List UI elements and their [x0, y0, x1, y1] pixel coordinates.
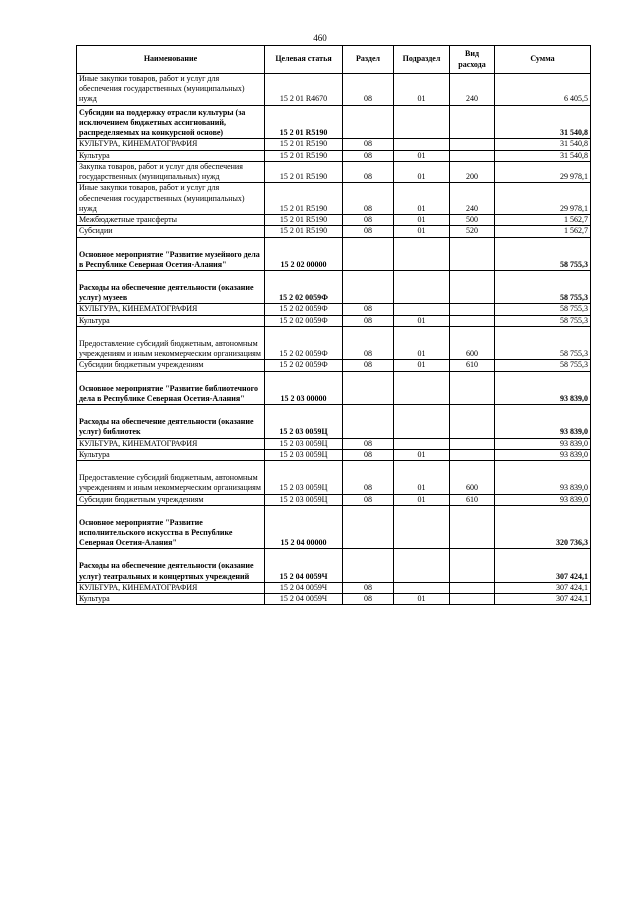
table-row	[77, 74, 591, 106]
cell-sum: 6 405,5	[495, 74, 591, 106]
table-row	[77, 183, 591, 215]
cell-section: 08	[343, 226, 394, 237]
cell-expense-type	[450, 139, 495, 150]
cell-expense-type	[450, 237, 495, 270]
cell-target-article: 15 2 02 00000	[265, 237, 343, 270]
cell-sum: 320 736,3	[495, 505, 591, 549]
cell-name: КУЛЬТУРА, КИНЕМАТОГРАФИЯ	[77, 139, 265, 150]
cell-sum: 58 755,3	[495, 270, 591, 303]
cell-subsection: 01	[394, 315, 450, 326]
cell-section: 08	[343, 449, 394, 460]
table-row	[77, 226, 591, 237]
cell-expense-type	[450, 405, 495, 438]
cell-target-article: 15 2 01 R5190	[265, 215, 343, 226]
cell-section	[343, 505, 394, 549]
cell-subsection: 01	[394, 161, 450, 182]
cell-subsection	[394, 139, 450, 150]
table-row	[77, 582, 591, 593]
cell-target-article: 15 2 01 R4670	[265, 74, 343, 106]
cell-subsection: 01	[394, 150, 450, 161]
table-row	[77, 105, 591, 139]
cell-name: КУЛЬТУРА, КИНЕМАТОГРАФИЯ	[77, 438, 265, 449]
cell-sum: 29 978,1	[495, 183, 591, 215]
cell-subsection: 01	[394, 494, 450, 505]
cell-sum: 1 562,7	[495, 226, 591, 237]
cell-name: Межбюджетные трансферты	[77, 215, 265, 226]
cell-section	[343, 549, 394, 582]
cell-sum: 31 540,8	[495, 139, 591, 150]
table-row	[77, 215, 591, 226]
cell-section	[343, 270, 394, 303]
table-row	[77, 494, 591, 505]
cell-section: 08	[343, 150, 394, 161]
cell-expense-type	[450, 270, 495, 303]
cell-target-article: 15 2 02 0059Ф	[265, 304, 343, 315]
cell-target-article: 15 2 03 0059Ц	[265, 438, 343, 449]
cell-target-article: 15 2 03 0059Ц	[265, 449, 343, 460]
cell-expense-type	[450, 549, 495, 582]
table-row	[77, 304, 591, 315]
table-row	[77, 594, 591, 605]
cell-subsection: 01	[394, 74, 450, 106]
cell-target-article: 15 2 02 0059Ф	[265, 326, 343, 359]
cell-subsection	[394, 105, 450, 139]
cell-section: 08	[343, 461, 394, 494]
cell-name: Расходы на обеспечение деятельности (оказание услуг) библиотек	[77, 405, 265, 438]
cell-target-article: 15 2 04 0059Ч	[265, 594, 343, 605]
table-row	[77, 371, 591, 404]
cell-expense-type: 520	[450, 226, 495, 237]
cell-expense-type	[450, 438, 495, 449]
cell-target-article: 15 2 02 0059Ф	[265, 360, 343, 371]
cell-sum: 58 755,3	[495, 304, 591, 315]
cell-name: Предоставление субсидий бюджетным, автономным учреждениям и иным некоммерческим организациям	[77, 326, 265, 359]
cell-section: 08	[343, 360, 394, 371]
budget-table	[76, 45, 591, 605]
table-row	[77, 139, 591, 150]
cell-name: Культура	[77, 594, 265, 605]
table-header-row	[77, 46, 591, 74]
cell-subsection	[394, 405, 450, 438]
cell-sum: 307 424,1	[495, 594, 591, 605]
cell-name: Иные закупки товаров, работ и услуг для обеспечения государственных (муниципальных) нужд	[77, 183, 265, 215]
cell-sum: 31 540,8	[495, 150, 591, 161]
cell-sum: 31 540,8	[495, 105, 591, 139]
cell-expense-type	[450, 315, 495, 326]
cell-expense-type	[450, 371, 495, 404]
cell-section: 08	[343, 582, 394, 593]
table-row	[77, 270, 591, 303]
cell-target-article: 15 2 03 00000	[265, 371, 343, 404]
table-row	[77, 360, 591, 371]
cell-target-article: 15 2 03 0059Ц	[265, 494, 343, 505]
table-row	[77, 326, 591, 359]
cell-subsection: 01	[394, 183, 450, 215]
table-row	[77, 461, 591, 494]
cell-section: 08	[343, 315, 394, 326]
cell-section: 08	[343, 594, 394, 605]
cell-target-article: 15 2 04 0059Ч	[265, 549, 343, 582]
cell-expense-type: 200	[450, 161, 495, 182]
cell-expense-type	[450, 505, 495, 549]
table-row	[77, 449, 591, 460]
cell-sum: 93 839,0	[495, 438, 591, 449]
cell-sum: 29 978,1	[495, 161, 591, 182]
cell-section: 08	[343, 304, 394, 315]
cell-subsection	[394, 438, 450, 449]
cell-target-article: 15 2 01 R5190	[265, 161, 343, 182]
cell-target-article: 15 2 03 0059Ц	[265, 461, 343, 494]
cell-sum: 93 839,0	[495, 449, 591, 460]
cell-sum: 307 424,1	[495, 549, 591, 582]
cell-name: Культура	[77, 449, 265, 460]
cell-name: Закупка товаров, работ и услуг для обеспечения государственных (муниципальных) нужд	[77, 161, 265, 182]
cell-target-article: 15 2 01 R5190	[265, 183, 343, 215]
cell-name: Расходы на обеспечение деятельности (оказание услуг) театральных и концертных учреждений	[77, 549, 265, 582]
cell-expense-type: 240	[450, 183, 495, 215]
cell-section: 08	[343, 183, 394, 215]
page-number: 460	[313, 33, 327, 43]
cell-name: КУЛЬТУРА, КИНЕМАТОГРАФИЯ	[77, 304, 265, 315]
cell-subsection: 01	[394, 594, 450, 605]
cell-expense-type: 600	[450, 326, 495, 359]
cell-name: Субсидии	[77, 226, 265, 237]
header-target-article: Целевая статья	[265, 46, 343, 74]
cell-expense-type: 610	[450, 494, 495, 505]
cell-name: КУЛЬТУРА, КИНЕМАТОГРАФИЯ	[77, 582, 265, 593]
cell-expense-type: 240	[450, 74, 495, 106]
header-sum: Сумма	[495, 46, 591, 74]
cell-expense-type	[450, 594, 495, 605]
cell-section: 08	[343, 161, 394, 182]
cell-target-article: 15 2 01 R5190	[265, 226, 343, 237]
cell-name: Субсидии бюджетным учреждениям	[77, 360, 265, 371]
cell-section: 08	[343, 438, 394, 449]
table-row	[77, 549, 591, 582]
cell-sum: 58 755,3	[495, 315, 591, 326]
cell-subsection	[394, 270, 450, 303]
cell-target-article: 15 2 01 R5190	[265, 105, 343, 139]
header-expense-type: Вид расхода	[450, 46, 495, 74]
cell-subsection: 01	[394, 215, 450, 226]
cell-name: Культура	[77, 315, 265, 326]
cell-target-article: 15 2 02 0059Ф	[265, 315, 343, 326]
cell-subsection: 01	[394, 226, 450, 237]
cell-sum: 58 755,3	[495, 237, 591, 270]
table-row	[77, 150, 591, 161]
cell-subsection: 01	[394, 461, 450, 494]
cell-subsection	[394, 505, 450, 549]
cell-target-article: 15 2 04 00000	[265, 505, 343, 549]
table-row	[77, 405, 591, 438]
cell-target-article: 15 2 04 0059Ч	[265, 582, 343, 593]
table-row	[77, 237, 591, 270]
cell-name: Культура	[77, 150, 265, 161]
cell-name: Субсидии бюджетным учреждениям	[77, 494, 265, 505]
cell-subsection	[394, 304, 450, 315]
cell-subsection	[394, 371, 450, 404]
cell-sum: 58 755,3	[495, 326, 591, 359]
cell-subsection: 01	[394, 360, 450, 371]
cell-target-article: 15 2 02 0059Ф	[265, 270, 343, 303]
cell-section: 08	[343, 215, 394, 226]
cell-expense-type	[450, 582, 495, 593]
cell-subsection: 01	[394, 449, 450, 460]
cell-sum: 1 562,7	[495, 215, 591, 226]
cell-sum: 93 839,0	[495, 461, 591, 494]
cell-section: 08	[343, 494, 394, 505]
cell-section	[343, 237, 394, 270]
cell-sum: 58 755,3	[495, 360, 591, 371]
cell-expense-type	[450, 449, 495, 460]
table-row	[77, 438, 591, 449]
cell-expense-type: 610	[450, 360, 495, 371]
cell-name: Расходы на обеспечение деятельности (оказание услуг) музеев	[77, 270, 265, 303]
cell-name: Субсидии на поддержку отрасли культуры (за исключением бюджетных ассигнований, распределяемых на конкурсной основе)	[77, 105, 265, 139]
header-section: Раздел	[343, 46, 394, 74]
cell-name: Основное мероприятие "Развитие библиотечного дела в Республике Северная Осетия-Алания"	[77, 371, 265, 404]
table-row	[77, 161, 591, 182]
cell-target-article: 15 2 01 R5190	[265, 150, 343, 161]
cell-section	[343, 371, 394, 404]
cell-subsection	[394, 549, 450, 582]
cell-subsection: 01	[394, 326, 450, 359]
cell-expense-type: 600	[450, 461, 495, 494]
cell-name: Основное мероприятие "Развитие исполнительского искусства в Республике Северная Осетия-Алания"	[77, 505, 265, 549]
cell-section	[343, 105, 394, 139]
header-subsection: Подраздел	[394, 46, 450, 74]
cell-expense-type	[450, 150, 495, 161]
cell-expense-type: 500	[450, 215, 495, 226]
cell-name: Иные закупки товаров, работ и услуг для обеспечения государственных (муниципальных) нужд	[77, 74, 265, 106]
cell-name: Основное мероприятие "Развитие музейного дела в Республике Северная Осетия-Алания"	[77, 237, 265, 270]
cell-subsection	[394, 582, 450, 593]
table-row	[77, 315, 591, 326]
cell-sum: 93 839,0	[495, 494, 591, 505]
cell-target-article: 15 2 03 0059Ц	[265, 405, 343, 438]
cell-expense-type	[450, 304, 495, 315]
cell-sum: 93 839,0	[495, 405, 591, 438]
cell-section	[343, 405, 394, 438]
header-name: Наименование	[77, 46, 265, 74]
cell-expense-type	[450, 105, 495, 139]
table-row	[77, 505, 591, 549]
cell-name: Предоставление субсидий бюджетным, автономным учреждениям и иным некоммерческим организациям	[77, 461, 265, 494]
cell-target-article: 15 2 01 R5190	[265, 139, 343, 150]
cell-subsection	[394, 237, 450, 270]
cell-section: 08	[343, 326, 394, 359]
cell-section: 08	[343, 139, 394, 150]
cell-sum: 93 839,0	[495, 371, 591, 404]
cell-sum: 307 424,1	[495, 582, 591, 593]
cell-section: 08	[343, 74, 394, 106]
